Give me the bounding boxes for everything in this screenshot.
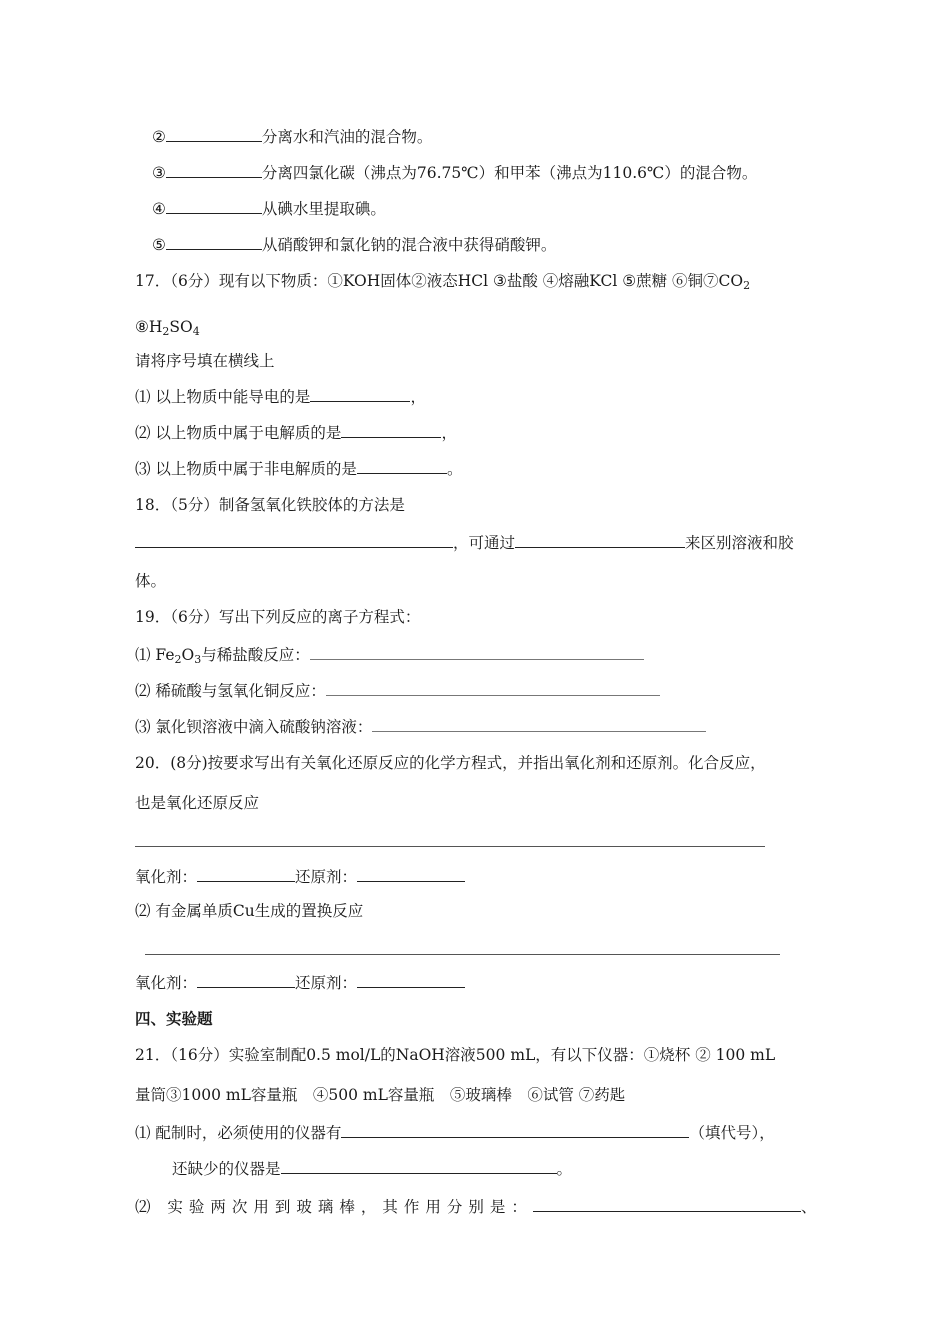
q17-stem: 17．（6分）现有以下物质：①KOH固体②液态HCl ③盐酸 ④熔融KCl ⑤蔗糖 ⑥铜$⑦CO_2$ xyxy=(135,272,751,292)
answer-blank[interactable] xyxy=(281,1159,557,1174)
q16-item-3: ③ 分离四氯化碳（沸点为76.75℃）和甲苯（沸点为110.6℃）的混合物。 xyxy=(152,164,758,182)
q18-stem: 18．（5分）制备氢氧化铁胶体的方法是 xyxy=(135,496,405,514)
q20-continuation: 也是氧化还原反应 xyxy=(135,794,260,812)
section-title: 四、实验题 xyxy=(135,1009,213,1028)
q19-part-2: ⑵ 稀硫酸与氢氧化铜反应： xyxy=(135,680,660,702)
q19-stem: 19．（6分）写出下列反应的离子方程式： xyxy=(135,608,421,626)
answer-blank[interactable] xyxy=(357,867,465,882)
q20-oxidant-reductant-2: 氧化剂： 还原剂： xyxy=(135,972,465,994)
answer-line[interactable] xyxy=(145,954,780,955)
q20-oxidant-reductant-1: 氧化剂： 还原剂： xyxy=(135,866,465,888)
q16-item-4: ④ 从碘水里提取碘。 xyxy=(152,200,386,218)
q17-item-8: $⑧H_2SO_4$ xyxy=(135,318,200,338)
answer-blank[interactable] xyxy=(166,127,262,142)
answer-blank[interactable] xyxy=(341,423,441,438)
q16-item-5: ⑤ 从硝酸钾和氯化钠的混合液中获得硝酸钾。 xyxy=(152,236,557,254)
answer-line[interactable] xyxy=(135,846,765,847)
q21-continuation: 量筒③1000 mL容量瓶 ④500 mL容量瓶 ⑤玻璃棒 ⑥试管 ⑦药匙 xyxy=(135,1086,626,1104)
q21-part-1: ⑴ 配制时，必须使用的仪器有 （填代号）， xyxy=(135,1124,775,1142)
answer-blank[interactable] xyxy=(197,973,295,988)
answer-blank[interactable] xyxy=(533,1197,801,1212)
answer-blank[interactable] xyxy=(197,867,295,882)
answer-blank[interactable] xyxy=(166,163,262,178)
q21-part-2: ⑵ 实验两次用到玻璃棒，其作用分别是： 、 xyxy=(135,1198,817,1216)
q21-part-1-missing: 还缺少的仪器是 。 xyxy=(172,1160,573,1178)
answer-blank[interactable] xyxy=(135,533,453,548)
answer-blank[interactable] xyxy=(166,235,262,250)
answer-blank[interactable] xyxy=(166,199,262,214)
q17-part-3: ⑶ 以上物质中属于非电解质的是 。 xyxy=(135,460,463,478)
q17-part-2: ⑵ 以上物质中属于电解质的是 ， xyxy=(135,424,457,442)
q18-line: ，可通过 来区别溶液和胶 xyxy=(135,532,794,554)
answer-blank[interactable] xyxy=(372,717,706,732)
q17-part-1: ⑴ 以上物质中能导电的是 ， xyxy=(135,388,426,406)
answer-blank[interactable] xyxy=(357,973,465,988)
q16-item-2: ② 分离水和汽油的混合物。 xyxy=(152,128,433,146)
q20-stem: 20．(8分)按要求写出有关氧化还原反应的化学方程式，并指出氧化剂和还原剂。化合反应， xyxy=(135,754,766,772)
q17-instruction: 请将序号填在横线上 xyxy=(135,352,275,370)
answer-blank[interactable] xyxy=(326,681,660,696)
answer-blank[interactable] xyxy=(357,459,447,474)
q18-continuation: 体。 xyxy=(135,572,167,590)
answer-blank[interactable] xyxy=(515,533,685,548)
q21-stem: 21．（16分）实验室制配0.5 mol/L的NaOH溶液500 mL，有以下仪器：①烧杯 ② 100 mL xyxy=(135,1046,776,1064)
answer-blank[interactable] xyxy=(310,645,644,660)
answer-blank[interactable] xyxy=(310,387,410,402)
answer-blank[interactable] xyxy=(341,1123,689,1138)
q19-part-3: ⑶ 氯化钡溶液中滴入硫酸钠溶液： xyxy=(135,716,706,738)
q20-part-2: ⑵ 有金属单质Cu生成的置换反应 xyxy=(135,902,364,920)
q19-part-1: ⑴ $Fe_2O_3$与稀盐酸反应： xyxy=(135,644,644,671)
